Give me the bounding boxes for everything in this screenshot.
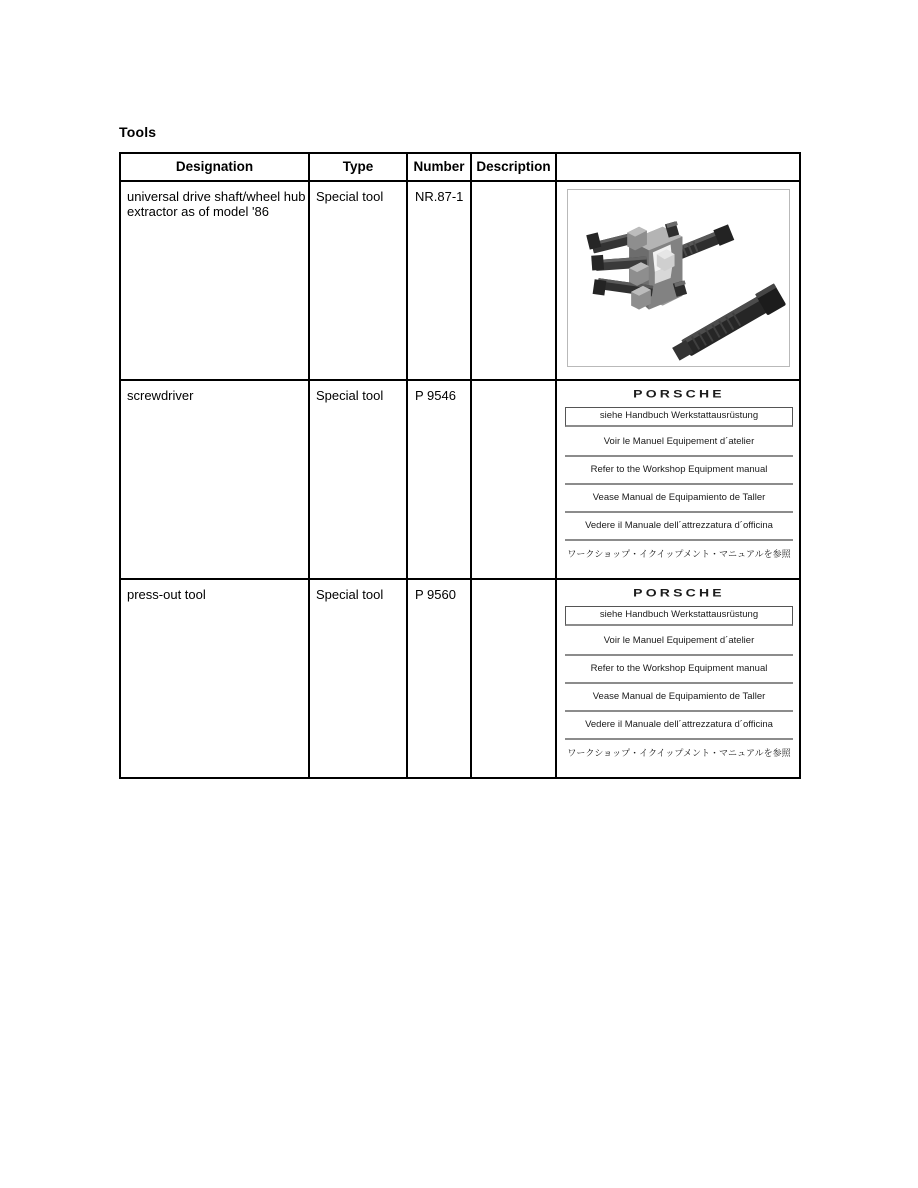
cell-type: Special tool xyxy=(309,380,407,579)
cell-image xyxy=(556,579,800,778)
cell-number: NR.87-1 xyxy=(407,181,471,380)
placard-line: ワークショップ・イクイップメント・マニュアルを参照 xyxy=(567,549,791,559)
placard-line: Voir le Manuel Equipement d´atelier xyxy=(565,429,793,457)
porsche-placard xyxy=(565,584,793,762)
placard-line: Vease Manual de Equipamiento de Taller xyxy=(565,684,793,712)
table-row xyxy=(120,380,800,579)
placard-line-box: siehe Handbuch Werkstattausrüstung xyxy=(565,407,793,427)
porsche-wordmark: PORSCHE xyxy=(633,586,725,599)
placard-line: Vedere il Manuale dell´attrezzatura d´officina xyxy=(565,513,793,541)
placard-line: Vedere il Manuale dell´attrezzatura d´officina xyxy=(565,712,793,740)
column-header-designation: Designation xyxy=(120,153,309,181)
placard-line: Voir le Manuel Equipement d´atelier xyxy=(565,628,793,656)
placard-line: ワークショップ・イクイップメント・マニュアルを参照 xyxy=(567,748,791,758)
cell-image xyxy=(556,181,800,380)
cell-description xyxy=(471,181,556,380)
page-title: Tools xyxy=(119,124,157,140)
placard-line: Refer to the Workshop Equipment manual xyxy=(565,656,793,684)
column-header-image xyxy=(556,153,800,181)
table-header-row xyxy=(120,153,800,181)
cell-designation: universal drive shaft/wheel hub extractor as of model '86 xyxy=(120,181,309,380)
placard-line-box: siehe Handbuch Werkstattausrüstung xyxy=(565,606,793,626)
column-header-number: Number xyxy=(407,153,471,181)
column-header-type: Type xyxy=(309,153,407,181)
cell-type: Special tool xyxy=(309,181,407,380)
placard-line-list xyxy=(565,404,793,567)
cell-image xyxy=(556,380,800,579)
cell-designation: press-out tool xyxy=(120,579,309,778)
photo-drive-shaft-extractor-icon xyxy=(568,190,789,366)
porsche-placard xyxy=(565,385,793,563)
cell-description xyxy=(471,579,556,778)
tool-photo-frame xyxy=(567,189,790,367)
tools-table xyxy=(119,152,801,779)
placard-line xyxy=(565,603,793,628)
cell-type: Special tool xyxy=(309,579,407,778)
cell-number: P 9546 xyxy=(407,380,471,579)
column-header-description: Description xyxy=(471,153,556,181)
porsche-wordmark: PORSCHE xyxy=(633,387,725,400)
placard-line xyxy=(565,404,793,429)
cell-designation: screwdriver xyxy=(120,380,309,579)
table-row xyxy=(120,181,800,380)
placard-line: Refer to the Workshop Equipment manual xyxy=(565,457,793,485)
table-row xyxy=(120,579,800,778)
cell-number: P 9560 xyxy=(407,579,471,778)
placard-line-list xyxy=(565,603,793,766)
cell-description xyxy=(471,380,556,579)
placard-line: Vease Manual de Equipamiento de Taller xyxy=(565,485,793,513)
